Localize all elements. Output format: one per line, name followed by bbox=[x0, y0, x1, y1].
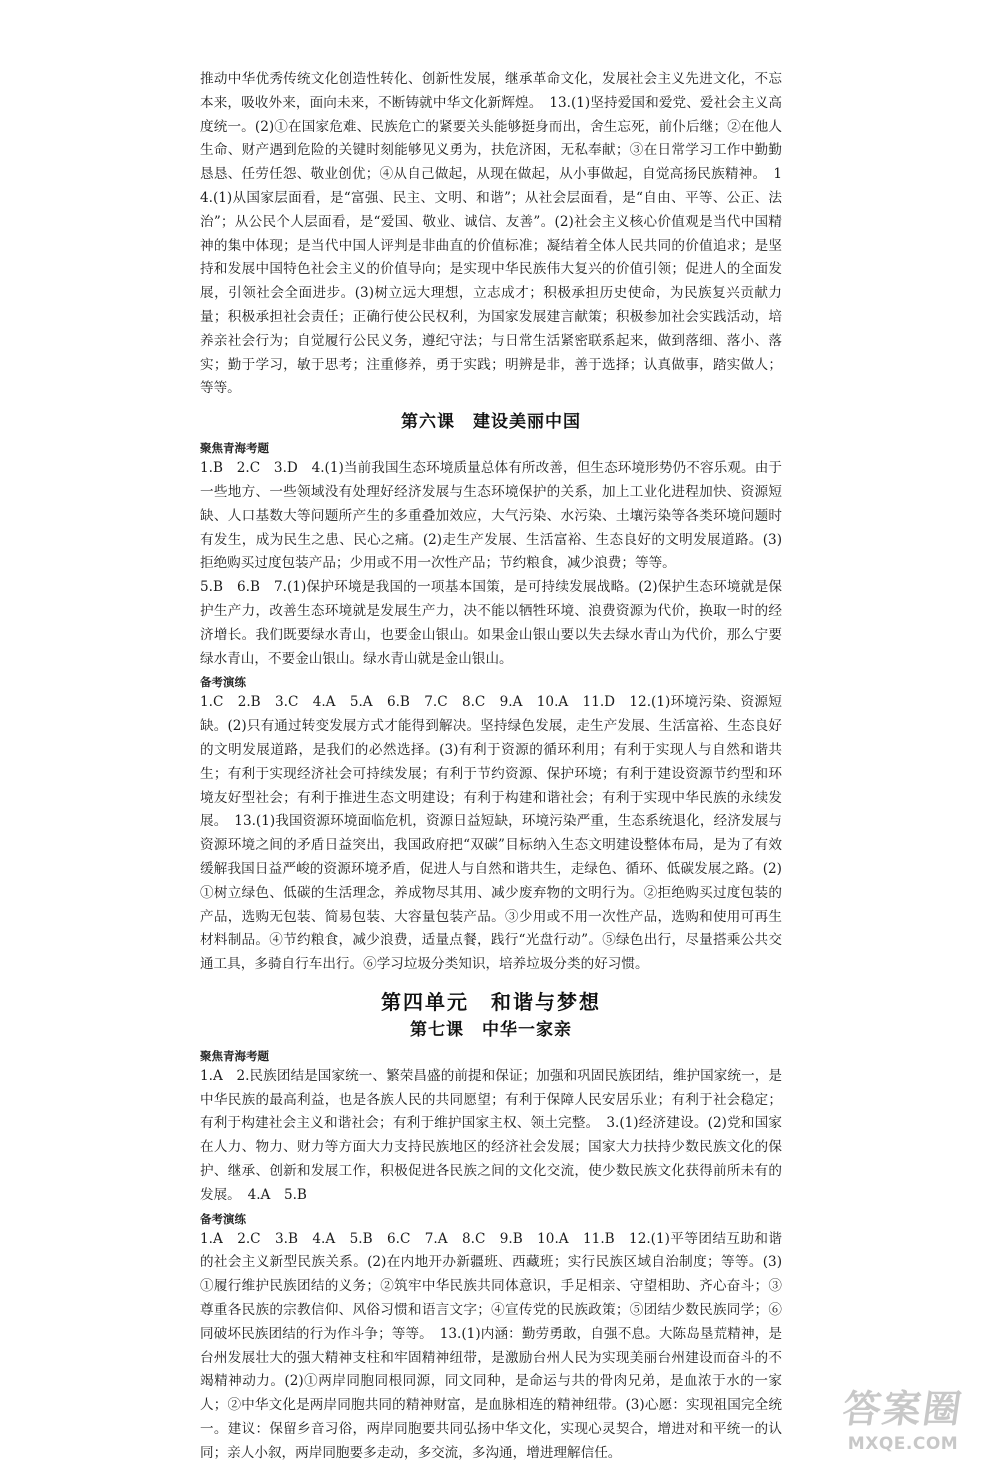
answer-page bbox=[200, 68, 782, 1466]
lesson-heading-6: 第六课 建设美丽中国 bbox=[401, 412, 581, 433]
answer-paragraph: 1.C 2.B 3.C 4.A 5.A 6.B 7.C 8.C 9.A 10.A 11.D 12.(1)环境污染、资源短缺。(2)只有通过转变发展方式才能得到解决。坚持绿色发展，走生产发展、生活富裕、生态良好的文明发展道路，是我们的必然选择。(3)有利于资源的循环利用；有利于实现人与自然和谐共生；有利于实现经济社会可持续发展；有利于节约资源、保护环境；有利于建设资源节约型和环境友好型社会；有利于推进生态文明建设；有利于构建和谐社会；有利于实现中华民族的永续发展。 13.(1)我国资源环境面临危机，资源日益短缺，环境污染严重，生态系统退化，经济发展与资源环境之间的矛盾日益突出，我国政府把“双碳”目标纳入生态文明建设整体布局，是为了有效缓解我国日益严峻的资源环境矛盾，促进人与自然和谐共生，走绿色、循环、低碳发展之路。(2)①树立绿色、低碳的生活理念，养成物尽其用、减少废弃物的文明行为。②拒绝购买过度包装的产品，选购无包装、简易包装、大容量包装产品。③少用或不用一次性产品，选购和使用可再生材料制品。④节约粮食，减少浪费，适量点餐，践行“光盘行动”。⑤绿色出行，尽量搭乘公共交通工具，多骑自行车出行。⑥学习垃圾分类知识，培养垃圾分类的好习惯。 bbox=[200, 694, 782, 973]
answer-paragraph: 1.B 2.C 3.D 4.(1)当前我国生态环境质量总体有所改善，但生态环境形势仍不容乐观。由于一些地方、一些领域没有处理好经济发展与生态环境保护的关系，加上工业化进程加快、资源短缺、人口基数大等问题所产生的多重叠加效应，大气污染、水污染、土壤污染等各类环境问题时有发生，成为民生之患、民心之痛。(2)走生产发展、生活富裕、生态良好的文明发展道路。(3)拒绝购买过度包装产品；少用或不用一次性产品；节约粮食，减少浪费；等等。 bbox=[200, 460, 782, 572]
answer-paragraph: 1.A 2.民族团结是国家统一、繁荣昌盛的前提和保证；加强和巩固民族团结，维护国家统一，是中华民族的最高利益，也是各族人民的共同愿望；有利于保障人民安居乐业；有利于社会稳定；有利于构建社会主义和谐社会；有利于维护国家主权、领土完整。 3.(1)经济建设。(2)党和国家在人力、物力、财力等方面大力支持民族地区的经济社会发展；国家大力扶持少数民族文化的保护、继承、创新和发展工作，积极促进各民族之间的文化交流，使少数民族文化获得前所未有的发展。 4.A 5.B bbox=[200, 1067, 782, 1203]
answer-paragraph: 5.B 6.B 7.(1)保护环境是我国的一项基本国策，是可持续发展战略。(2)保护生态环境就是保护生产力，改善生态环境就是发展生产力，决不能以牺牲环境、浪费资源为代价，换取一时的经济增长。我们既要绿水青山，也要金山银山。如果金山银山要以失去绿水青山为代价，那么宁要绿水青山，不要金山银山。绿水青山就是金山银山。 bbox=[200, 579, 782, 667]
answer-paragraph-intro: 推动中华优秀传统文化创造性转化、创新性发展，继承革命文化，发展社会主义先进文化，不忘本来，吸收外来，面向未来，不断铸就中华文化新辉煌。 13.(1)坚持爱国和爱党、爱社会主义高度统一。(2)①在国家危难、民族危亡的紧要关头能够挺身而出，舍生忘死，前仆后继；②在他人生命、财产遇到危险的关键时刻能够见义勇为，扶危济困，无私奉献；③在日常学习工作中勤勤恳恳、任劳任怨、敬业创优；④从自己做起，从现在做起，从小事做起，自觉高扬民族精神。 14.(1)从国家层面看，是“富强、民主、文明、和谐”；从社会层面看，是“自由、平等、公正、法治”；从公民个人层面看，是“爱国、敬业、诚信、友善”。(2)社会主义核心价值观是当代中国精神的集中体现；是当代中国人评判是非曲直的价值标准；凝结着全体人民共同的价值追求；是坚持和发展中国特色社会主义的价值导向；是实现中华民族伟大复兴的价值引领；促进人的全面发展，引领社会全面进步。(3)树立远大理想，立志成才；积极承担历史使命，为民族复兴贡献力量；积极承担社会责任；正确行使公民权利，为国家发展建言献策；积极参加社会实践活动，培养亲社会行为；自觉履行公民义务，遵纪守法；与日常生活紧密联系起来，做到落细、落小、落实；勤于学习，敏于思考；注重修养，勇于实践；明辨是非，善于选择；认真做事，踏实做人；等等。 bbox=[200, 71, 782, 397]
lesson-heading-7: 第七课 中华一家亲 bbox=[410, 1019, 572, 1040]
answer-paragraph: 1.A 2.C 3.B 4.A 5.B 6.C 7.A 8.C 9.B 10.A 11.B 12.(1)平等团结互助和谐的社会主义新型民族关系。(2)在内地开办新疆班、西藏班；实行民族区域自治制度；等等。(3)①履行维护民族团结的义务；②筑牢中华民族共同体意识，手足相亲、守望相助、齐心奋斗；③尊重各民族的宗教信仰、风俗习惯和语言文字；④宣传党的民族政策；⑤团结少数民族同学；⑥同破坏民族团结的行为作斗争；等等。 13.(1)内涵：勤劳勇敢，自强不息。大陈岛垦荒精神，是台州发展壮大的强大精神支柱和牢固精神纽带，是激励台州人民为实现美丽台州建设而奋斗的不竭精神动力。(2)①两岸同胞同根同源，同文同种，是命运与共的骨肉兄弟，是血浓于水的一家人；②中华文化是两岸同胞共同的精神财富，是血脉相连的精神纽带。(3)心愿：实现祖国完全统一。建议：保留乡音习俗，两岸同胞要共同弘扬中华文化，实现心灵契合，增进对和平统一的认同；亲人小叙，两岸同胞要多走动，多交流，多沟通，增进理解信任。 bbox=[200, 1230, 782, 1461]
watermark-logo bbox=[828, 1385, 978, 1463]
section-label-focus-exam: 聚焦青海考题 bbox=[200, 1048, 269, 1063]
watermark-logo-text: 答案圈 bbox=[839, 1387, 967, 1431]
section-label-practice: 备考演练 bbox=[200, 675, 246, 690]
unit-heading-4: 第四单元 和谐与梦想 bbox=[381, 989, 601, 1014]
section-label-practice: 备考演练 bbox=[200, 1211, 246, 1226]
watermark-url: MXQE.COM bbox=[847, 1434, 959, 1454]
section-label-focus-exam: 聚焦青海考题 bbox=[200, 441, 269, 456]
